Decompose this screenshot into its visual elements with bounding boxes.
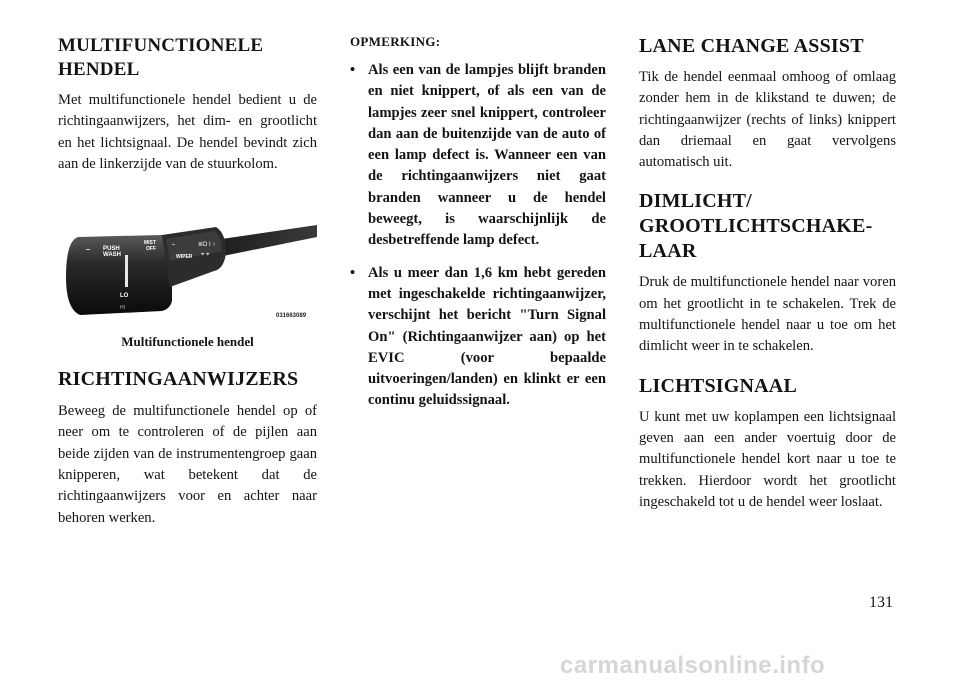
section-body: Met multifunctionele hendel bedient u de richtingaanwijzers, het dim- en grootlicht en het lichtsignaal. De hendel bevindt zich aan de linkerzijde van de stuurkolom. — [58, 92, 317, 172]
mode-symbol: I ↑ — [209, 242, 216, 249]
section-body: Beweeg de multifunctionele hendel op of neer om te controleren of de pijlen aan beide zijden van de instrumentengroep gaan knipperen, wat betekent dat de richtingaanwijzers voor en achter naar behoren werken. — [58, 403, 317, 526]
mist-label: MIST — [144, 240, 156, 247]
multifunction-lever-illustration — [58, 217, 317, 331]
title-line: DIMLICHT/ — [639, 190, 752, 213]
hi-label: HI — [120, 305, 125, 312]
wiper-symbol-icon: ⌁ — [172, 242, 176, 249]
column-right — [639, 34, 896, 513]
bullet-icon: • — [350, 264, 356, 281]
section-multifunction-lever — [58, 34, 317, 175]
figure-code: 031663089 — [276, 313, 307, 320]
wash-label: WASH — [103, 252, 121, 259]
watermark: carmanualsonline.info — [560, 652, 826, 679]
section-title: LANE CHANGE ASSIST — [639, 35, 864, 57]
lever-figure — [58, 217, 317, 331]
headlamp-icon: ≣D — [198, 242, 208, 249]
page-number: 131 — [869, 594, 893, 611]
note-label: OPMERKING: — [350, 34, 441, 49]
wash-icon: ⎓ — [86, 247, 90, 254]
figure-caption: Multifunctionele hendel — [121, 334, 254, 350]
section-body: U kunt met uw koplampen een lichtsignaal geven aan een ander voertuig door de multifunctionele hendel kort naar u toe te trekken. Hierdoor wordt het grootlicht ingeschakeld tot u de hendel weer loslaat. — [639, 408, 896, 510]
note-text: Als u meer dan 1,6 km hebt gereden met ingeschakelde richtingaanwijzer, verschijnt het bericht "Turn Signal On" (Richtingaanwijzer aan) op het EVIC (voor bepaalde uitvoeringen/landen) en klinkt er een continu geluidssignaal. — [368, 264, 606, 409]
bullet-icon: • — [350, 62, 356, 78]
section-title: LICHTSIGNAAL — [639, 374, 797, 397]
column-middle — [350, 34, 606, 423]
title-line: LAAR — [639, 240, 697, 263]
off-label: OFF — [146, 246, 156, 253]
note-list — [350, 60, 606, 412]
section-title — [58, 34, 317, 82]
section-turn-signals — [58, 367, 317, 529]
note-item — [350, 60, 606, 252]
note-text: Als een van de lampjes blijft branden en niet knippert, of als een van de lampjes zeer snel knippert, controleer dan aan de buitenzijde van de auto of een lamp defect is. Wanneer een van de richtingaanwijzers niet gaat branden wanneer u de hendel beweegt, is waarschijnlijk de desbetreffende lamp defect. — [368, 62, 606, 249]
section-body: Druk de multifunctionele hendel naar voren om het grootlicht in te schakelen. Trek de multifunctionele hendel naar u toe om het dimlicht weer in te schakelen. — [639, 274, 896, 355]
section-title — [639, 189, 896, 264]
push-label: PUSH — [103, 246, 120, 253]
section-body: Tik de hendel eenmaal omhoog of omlaag zonder hem in de klikstand te duwen; de richtingaanwijzer (rechts of links) knippert dan driemaal en gaat vervolgens automatisch uit. — [639, 69, 896, 171]
section-lane-change — [639, 34, 896, 173]
lo-label: LO — [120, 293, 129, 300]
section-title: RICHTINGAANWIJZERS — [58, 368, 299, 391]
spray-icon: ⌖ ⌖ — [201, 252, 210, 259]
column-left — [58, 34, 317, 529]
title-line: GROOTLICHTSCHAKE- — [639, 215, 873, 238]
section-dimmer-switch — [639, 189, 896, 357]
wiper-label: WIPER — [176, 254, 193, 261]
title-line: HENDEL — [58, 59, 140, 80]
note-item — [350, 263, 606, 412]
section-flash-to-pass — [639, 374, 896, 513]
title-line: MULTIFUNCTIONELE — [58, 35, 264, 56]
